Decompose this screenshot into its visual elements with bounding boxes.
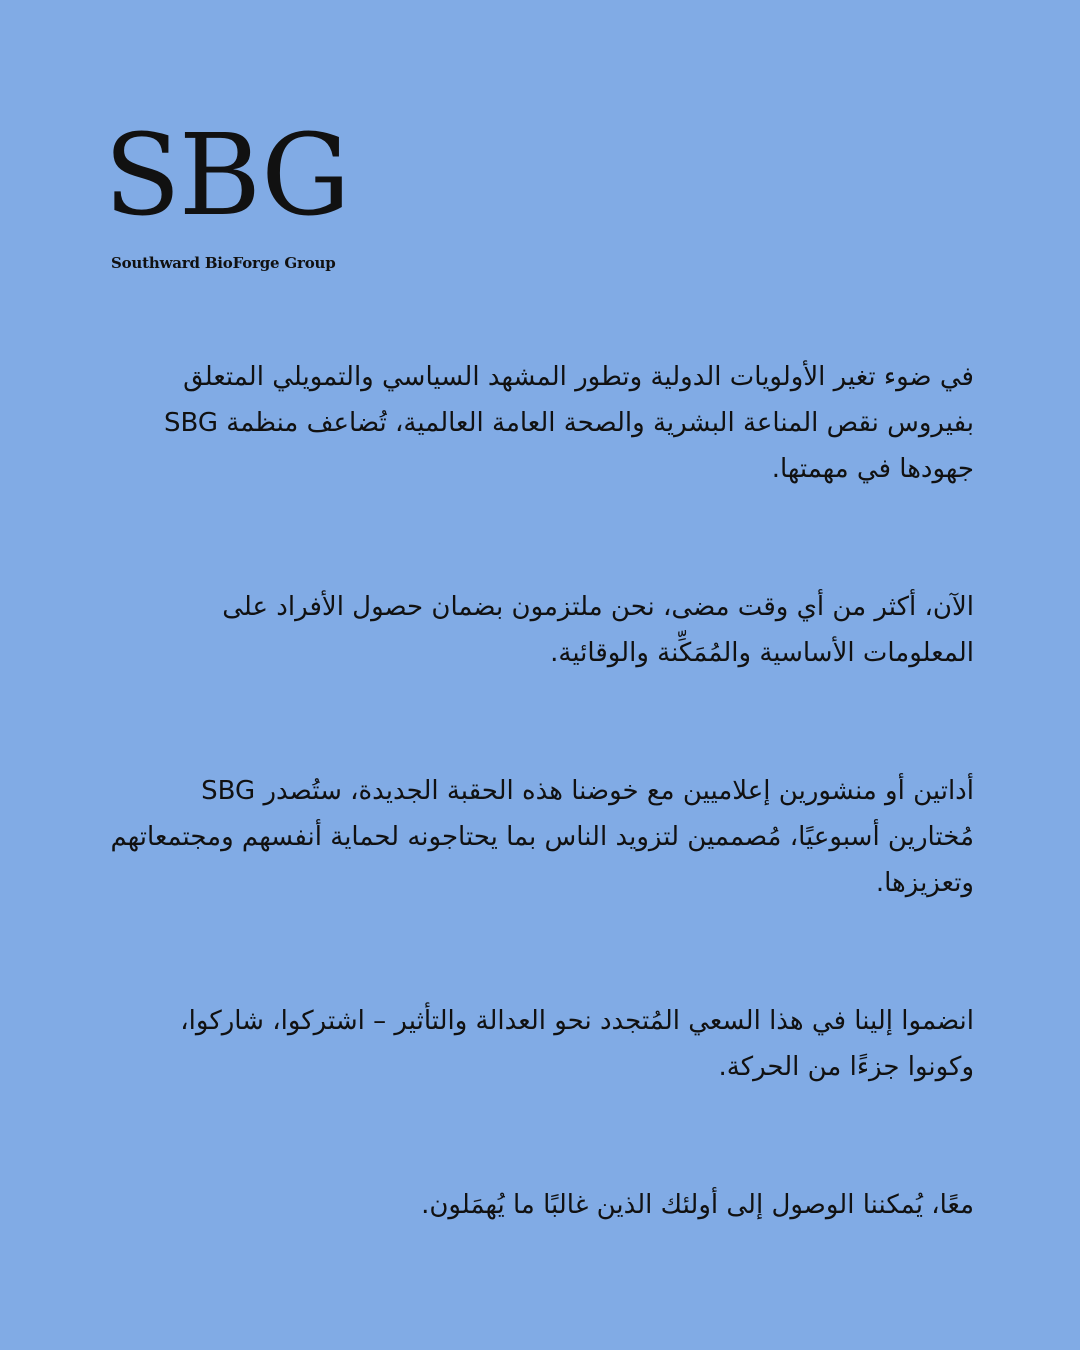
- brand-logo-mark: SBG: [104, 111, 349, 241]
- paragraph-mission-intro: في ضوء تغير الأولويات الدولية وتطور المشهد السياسي والتمويلي المتعلق بفيروس نقص المناعة البشرية والصحة العامة العالمية، تُضاعف منظمة SBG جهودها في مهمتها.: [163, 362, 974, 484]
- brand-name: Southward BioForge Group: [111, 254, 336, 272]
- paragraph-weekly-tools: أداتين أو منشورين إعلاميين مع خوضنا هذه الحقبة الجديدة، ستُصدر SBG مُختارين أسبوعيًا، مُصممين لتزويد الناس بما يحتاجونه لحماية أنفسهم ومجتمعاتهم وتعزيزها.: [110, 776, 974, 898]
- paragraph-closing: معًا، يُمكننا الوصول إلى أولئك الذين غالبًا ما يُهمَلون.: [421, 1190, 974, 1220]
- brand-logo: [104, 111, 349, 290]
- paragraph-commitment: الآن، أكثر من أي وقت مضى، نحن ملتزمون بضمان حصول الأفراد على المعلومات الأساسية والمُمَكِّنة والوقائية.: [222, 592, 974, 668]
- paragraph-call-to-action: انضموا إلينا في هذا السعي المُتجدد نحو العدالة والتأثير – اشتركوا، شاركوا، وكونوا جزءًا من الحركة.: [180, 1006, 974, 1082]
